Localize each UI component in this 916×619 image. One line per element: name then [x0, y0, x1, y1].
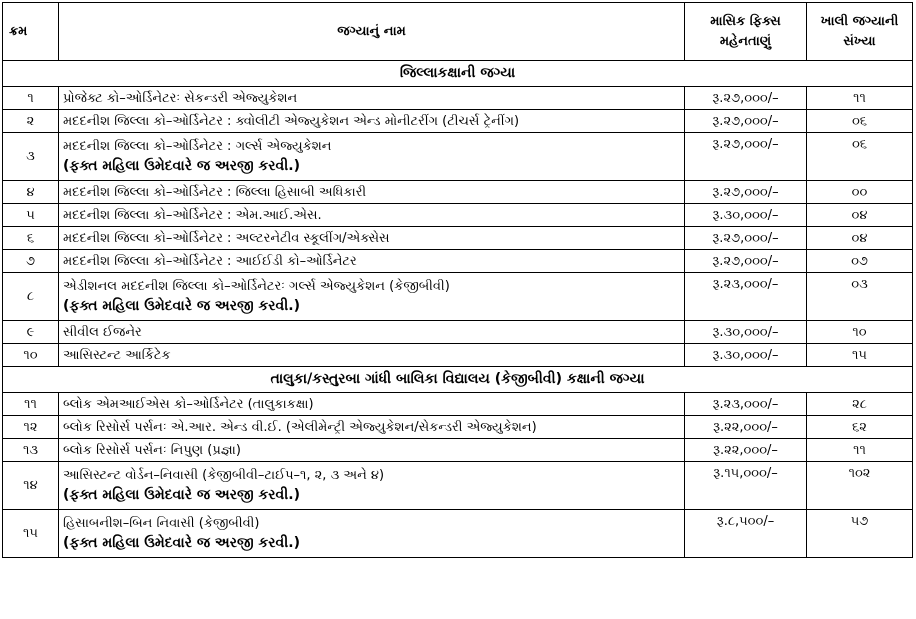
table-row	[3, 250, 913, 273]
row-number: ૬	[3, 227, 59, 250]
women-only-note: (ફક્ત મહિલા ઉમેદવારે જ અરજી કરવી.)	[63, 535, 300, 551]
post-name-cell	[59, 510, 685, 558]
row-number: ૧	[3, 87, 59, 110]
row-number: ૧૪	[3, 462, 59, 510]
salary-value: રૂ.૨૩,૦૦૦/–	[685, 273, 807, 321]
vacancy-count: ૧૦૨	[807, 462, 913, 510]
post-name-cell	[59, 321, 685, 344]
row-number: ૨	[3, 110, 59, 133]
post-name-cell	[59, 416, 685, 439]
salary-value: રૂ.૨૭,૦૦૦/–	[685, 227, 807, 250]
header-row	[3, 3, 913, 61]
table-row	[3, 87, 913, 110]
salary-value: રૂ.૨૩,૦૦૦/–	[685, 393, 807, 416]
post-name: આસિસ્ટન્ટ વોર્ડન–નિવાસી (કેજીબીવી–ટાઈપ–૧, ૨, ૩ અને ૪)	[63, 468, 385, 483]
post-name: મદદનીશ જિલ્લા કો–ઓર્ડિનેટર : ગર્લ્સ એજ્યુકેશન	[63, 139, 332, 154]
table-row	[3, 344, 913, 367]
post-name: મદદનીશ જિલ્લા કો–ઓર્ડિનેટર : ક્વોલીટી એજ્યુકેશન એન્ડ મોનીટરીંગ (ટીચર્સ ટ્રેનીંગ)	[63, 113, 520, 129]
row-number: ૧૩	[3, 439, 59, 462]
post-name-cell	[59, 181, 685, 204]
row-number: ૩	[3, 133, 59, 181]
post-name: એડીશનલ મદદનીશ જિલ્લા કો–ઓર્ડિનેટરઃ ગર્લ્સ એજ્યુકેશન (કેજીબીવી)	[63, 279, 450, 294]
header-name: જગ્યાનું નામ	[59, 3, 685, 61]
table-row	[3, 227, 913, 250]
post-name-cell	[59, 462, 685, 510]
post-name-cell	[59, 204, 685, 227]
row-number: ૫	[3, 204, 59, 227]
row-number: ૧૫	[3, 510, 59, 558]
vacancy-count: ૧૦	[807, 321, 913, 344]
salary-value: રૂ.૨૭,૦૦૦/–	[685, 250, 807, 273]
post-name: હિસાબનીશ–બિન નિવાસી (કેજીબીવી)	[63, 516, 260, 531]
post-name: બ્લોક રિસોર્સ પર્સનઃ નિપુણ (પ્રજ્ઞા)	[63, 442, 241, 458]
salary-value: રૂ.૨૭,૦૦૦/–	[685, 110, 807, 133]
row-number: ૮	[3, 273, 59, 321]
row-number: ૯	[3, 321, 59, 344]
salary-value: રૂ.૨૭,૦૦૦/–	[685, 87, 807, 110]
salary-value: રૂ.૨૨,૦૦૦/–	[685, 416, 807, 439]
post-name: મદદનીશ જિલ્લા કો–ઓર્ડિનેટર : અલ્ટરનેટીવ સ્કૂલીંગ/એક્સેસ	[63, 230, 390, 246]
post-name: મદદનીશ જિલ્લા કો–ઓર્ડિનેટર : એમ.આઈ.એસ.	[63, 207, 322, 223]
salary-value: રૂ.૩૦,૦૦૦/–	[685, 204, 807, 227]
salary-value: રૂ.૧૫,૦૦૦/–	[685, 462, 807, 510]
post-name: આસિસ્ટન્ટ આર્કિટેક	[63, 347, 171, 363]
table-row	[3, 416, 913, 439]
post-name: પ્રોજેક્ટ કો–ઓર્ડિનેટરઃ સેકન્ડરી એજ્યુકેશન	[63, 90, 298, 106]
vacancy-count: ૫૭	[807, 510, 913, 558]
section-title: જિલ્લાકક્ષાની જગ્યા	[3, 61, 913, 87]
post-name-cell	[59, 393, 685, 416]
salary-value: રૂ.૮,૫૦૦/–	[685, 510, 807, 558]
table-row	[3, 181, 913, 204]
row-number: ૧૦	[3, 344, 59, 367]
vacancy-count: ૦૩	[807, 273, 913, 321]
post-name-cell	[59, 133, 685, 181]
row-number: ૭	[3, 250, 59, 273]
post-name: મદદનીશ જિલ્લા કો–ઓર્ડિનેટર : આઈઈડી કો–ઓર્ડિનેટર	[63, 253, 357, 269]
section-header	[3, 367, 913, 393]
table-row	[3, 133, 913, 181]
table-body	[3, 61, 913, 558]
table-row	[3, 510, 913, 558]
vacancy-count: ૦૪	[807, 204, 913, 227]
post-name-cell	[59, 344, 685, 367]
vacancy-table	[2, 2, 913, 558]
vacancy-count: ૨૮	[807, 393, 913, 416]
salary-value: રૂ.૩૦,૦૦૦/–	[685, 344, 807, 367]
women-only-note: (ફક્ત મહિલા ઉમેદવારે જ અરજી કરવી.)	[63, 298, 300, 314]
row-number: ૧૧	[3, 393, 59, 416]
women-only-note: (ફક્ત મહિલા ઉમેદવારે જ અરજી કરવી.)	[63, 158, 300, 174]
table-row	[3, 439, 913, 462]
post-name-cell	[59, 110, 685, 133]
row-number: ૧૨	[3, 416, 59, 439]
table-row	[3, 462, 913, 510]
post-name-cell	[59, 273, 685, 321]
section-header	[3, 61, 913, 87]
vacancy-count: ૦૦	[807, 181, 913, 204]
salary-value: રૂ.૩૦,૦૦૦/–	[685, 321, 807, 344]
post-name-cell	[59, 227, 685, 250]
post-name: બ્લોક એમઆઈએસ કો–ઓર્ડિનેટર (તાલુકાકક્ષા)	[63, 396, 314, 412]
vacancy-count: ૦૪	[807, 227, 913, 250]
post-name-cell	[59, 87, 685, 110]
post-name: બ્લોક રિસોર્સ પર્સનઃ એ.આર. એન્ડ વી.ઈ. (એલીમેન્ટ્રી એજ્યુકેશન/સેકન્ડરી એજ્યુકેશન)	[63, 419, 537, 435]
women-only-note: (ફક્ત મહિલા ઉમેદવારે જ અરજી કરવી.)	[63, 487, 300, 503]
post-name-cell	[59, 439, 685, 462]
row-number: ૪	[3, 181, 59, 204]
header-vacancy: ખાલી જગ્યાની સંખ્યા	[807, 3, 913, 61]
vacancy-count: ૦૬	[807, 110, 913, 133]
salary-value: રૂ.૨૨,૦૦૦/–	[685, 439, 807, 462]
table-row	[3, 393, 913, 416]
table-row	[3, 110, 913, 133]
vacancy-count: ૦૭	[807, 250, 913, 273]
salary-value: રૂ.૨૭,૦૦૦/–	[685, 181, 807, 204]
vacancy-count: ૧૫	[807, 344, 913, 367]
vacancy-count: ૧૧	[807, 87, 913, 110]
table-row	[3, 204, 913, 227]
post-name: સીવીલ ઈજનેર	[63, 324, 142, 340]
section-title: તાલુકા/કસ્તુરબા ગાંધી બાલિકા વિદ્યાલય (કેજીબીવી) કક્ષાની જગ્યા	[3, 367, 913, 393]
post-name: મદદનીશ જિલ્લા કો–ઓર્ડિનેટર : જિલ્લા હિસાબી અધિકારી	[63, 184, 367, 200]
vacancy-count: ૬૨	[807, 416, 913, 439]
table-row	[3, 321, 913, 344]
header-salary: માસિક ફિક્સ મહેનતાણું	[685, 3, 807, 61]
table-row	[3, 273, 913, 321]
salary-value: રૂ.૨૭,૦૦૦/–	[685, 133, 807, 181]
header-num: ક્રમ	[3, 3, 59, 61]
vacancy-count: ૧૧	[807, 439, 913, 462]
post-name-cell	[59, 250, 685, 273]
vacancy-count: ૦૬	[807, 133, 913, 181]
